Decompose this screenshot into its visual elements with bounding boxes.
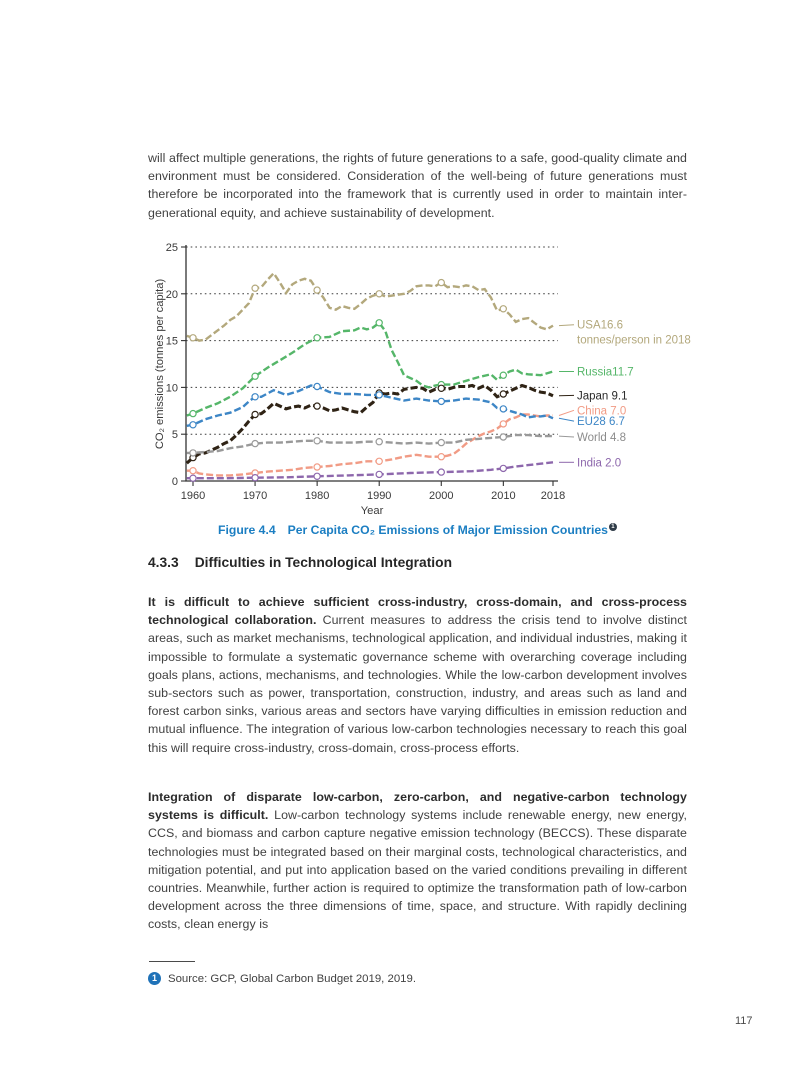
svg-text:China 7.0: China 7.0 bbox=[577, 405, 627, 418]
svg-text:2018: 2018 bbox=[540, 490, 566, 502]
svg-text:USA16.6: USA16.6 bbox=[577, 319, 624, 332]
paragraph-1-text: Current measures to address the crisis tend to involve distinct areas, such as market mechanisms, technological application, and individual industries, making it impossible to formulate a systematic governance scheme with overarching coverage including goals plans, actions, mechanisms, and technologies. While the low-carbon development involves sub-sectors such as power, transportation, construction, industry, and areas such as land and forest carbon sinks, various areas and sectors have varying difficulties in emission reduction and mutual influence. The integration of various low-carbon technologies necessary to reach this goal this will require cross-industry, cross-domain, cross-process efforts. bbox=[148, 613, 687, 755]
svg-text:25: 25 bbox=[165, 242, 178, 254]
svg-text:India 2.0: India 2.0 bbox=[577, 457, 622, 470]
section-title: Difficulties in Technological Integration bbox=[194, 555, 452, 570]
svg-text:1970: 1970 bbox=[242, 490, 268, 502]
svg-text:10: 10 bbox=[165, 382, 178, 395]
figure-caption bbox=[148, 523, 687, 537]
svg-text:World 4.8: World 4.8 bbox=[577, 432, 627, 444]
paragraph-1-lead: It is difficult to achieve sufficient cross-industry, cross-domain, and cross-process technological collaboration. bbox=[148, 595, 687, 628]
footnote-divider bbox=[149, 961, 195, 962]
svg-text:2000: 2000 bbox=[429, 490, 454, 502]
body-paragraph-2 bbox=[148, 788, 687, 934]
svg-text:0: 0 bbox=[171, 476, 178, 488]
co2-emissions-chart bbox=[150, 240, 706, 518]
paragraph-2-lead: Integration of disparate low-carbon, zero-carbon, and negative-carbon technology systems is difficult. bbox=[148, 790, 687, 823]
svg-text:Russia11.7: Russia11.7 bbox=[577, 366, 634, 379]
info-icon: 1 bbox=[148, 972, 161, 985]
page-number: 117 bbox=[735, 1015, 753, 1027]
footnote-text: Source: GCP, Global Carbon Budget 2019, 2019. bbox=[168, 972, 417, 985]
svg-text:1980: 1980 bbox=[304, 490, 330, 502]
svg-text:20: 20 bbox=[165, 288, 178, 301]
svg-text:1960: 1960 bbox=[180, 490, 206, 502]
svg-text:EU28 6.7: EU28 6.7 bbox=[577, 416, 625, 429]
figure-footnote-marker-icon: 1 bbox=[609, 523, 617, 531]
body-paragraph-1 bbox=[148, 593, 687, 757]
figure-caption-label: Figure 4.4 bbox=[218, 523, 276, 537]
svg-text:5: 5 bbox=[171, 429, 178, 442]
svg-text:Year: Year bbox=[360, 505, 384, 517]
svg-text:CO₂ emissions (tonnes per capi: CO₂ emissions (tonnes per capita) bbox=[154, 278, 166, 450]
svg-text:tonnes/person in 2018: tonnes/person in 2018 bbox=[577, 334, 691, 347]
section-number: 4.3.3 bbox=[148, 555, 179, 570]
paragraph-2-text: Low-carbon technology systems include renewable energy, new energy, CCS, and biomass and carbon capture negative emission technology (BECCS). These disparate technologies must be integrated based on their marginal costs, technological characteristics, and mitigation potential, and put into application based on the varied conditions prevailing in different countries. Meanwhile, further action is required to optimize the transformation path of low-carbon development across the three dimensions of time, space, and structure. With rapidly declining costs, clean energy is bbox=[148, 808, 688, 932]
figure-caption-title: Per Capita CO₂ Emissions of Major Emission Countries bbox=[287, 523, 608, 537]
svg-text:1990: 1990 bbox=[366, 490, 392, 502]
section-heading bbox=[148, 555, 452, 570]
intro-paragraph: will affect multiple generations, the rights of future generations to a safe, good-quality climate and environment must be considered. Consideration of the well-being of future generations must therefore be incorporated into the framework that is currently used in order to maintain inter-generational equity, and achieve sustainability of development. bbox=[148, 151, 687, 220]
svg-text:2010: 2010 bbox=[491, 490, 516, 502]
footnote bbox=[148, 972, 687, 985]
svg-text:Japan 9.1: Japan 9.1 bbox=[577, 390, 628, 403]
svg-text:15: 15 bbox=[165, 335, 178, 348]
figure-4-4 bbox=[150, 240, 710, 520]
